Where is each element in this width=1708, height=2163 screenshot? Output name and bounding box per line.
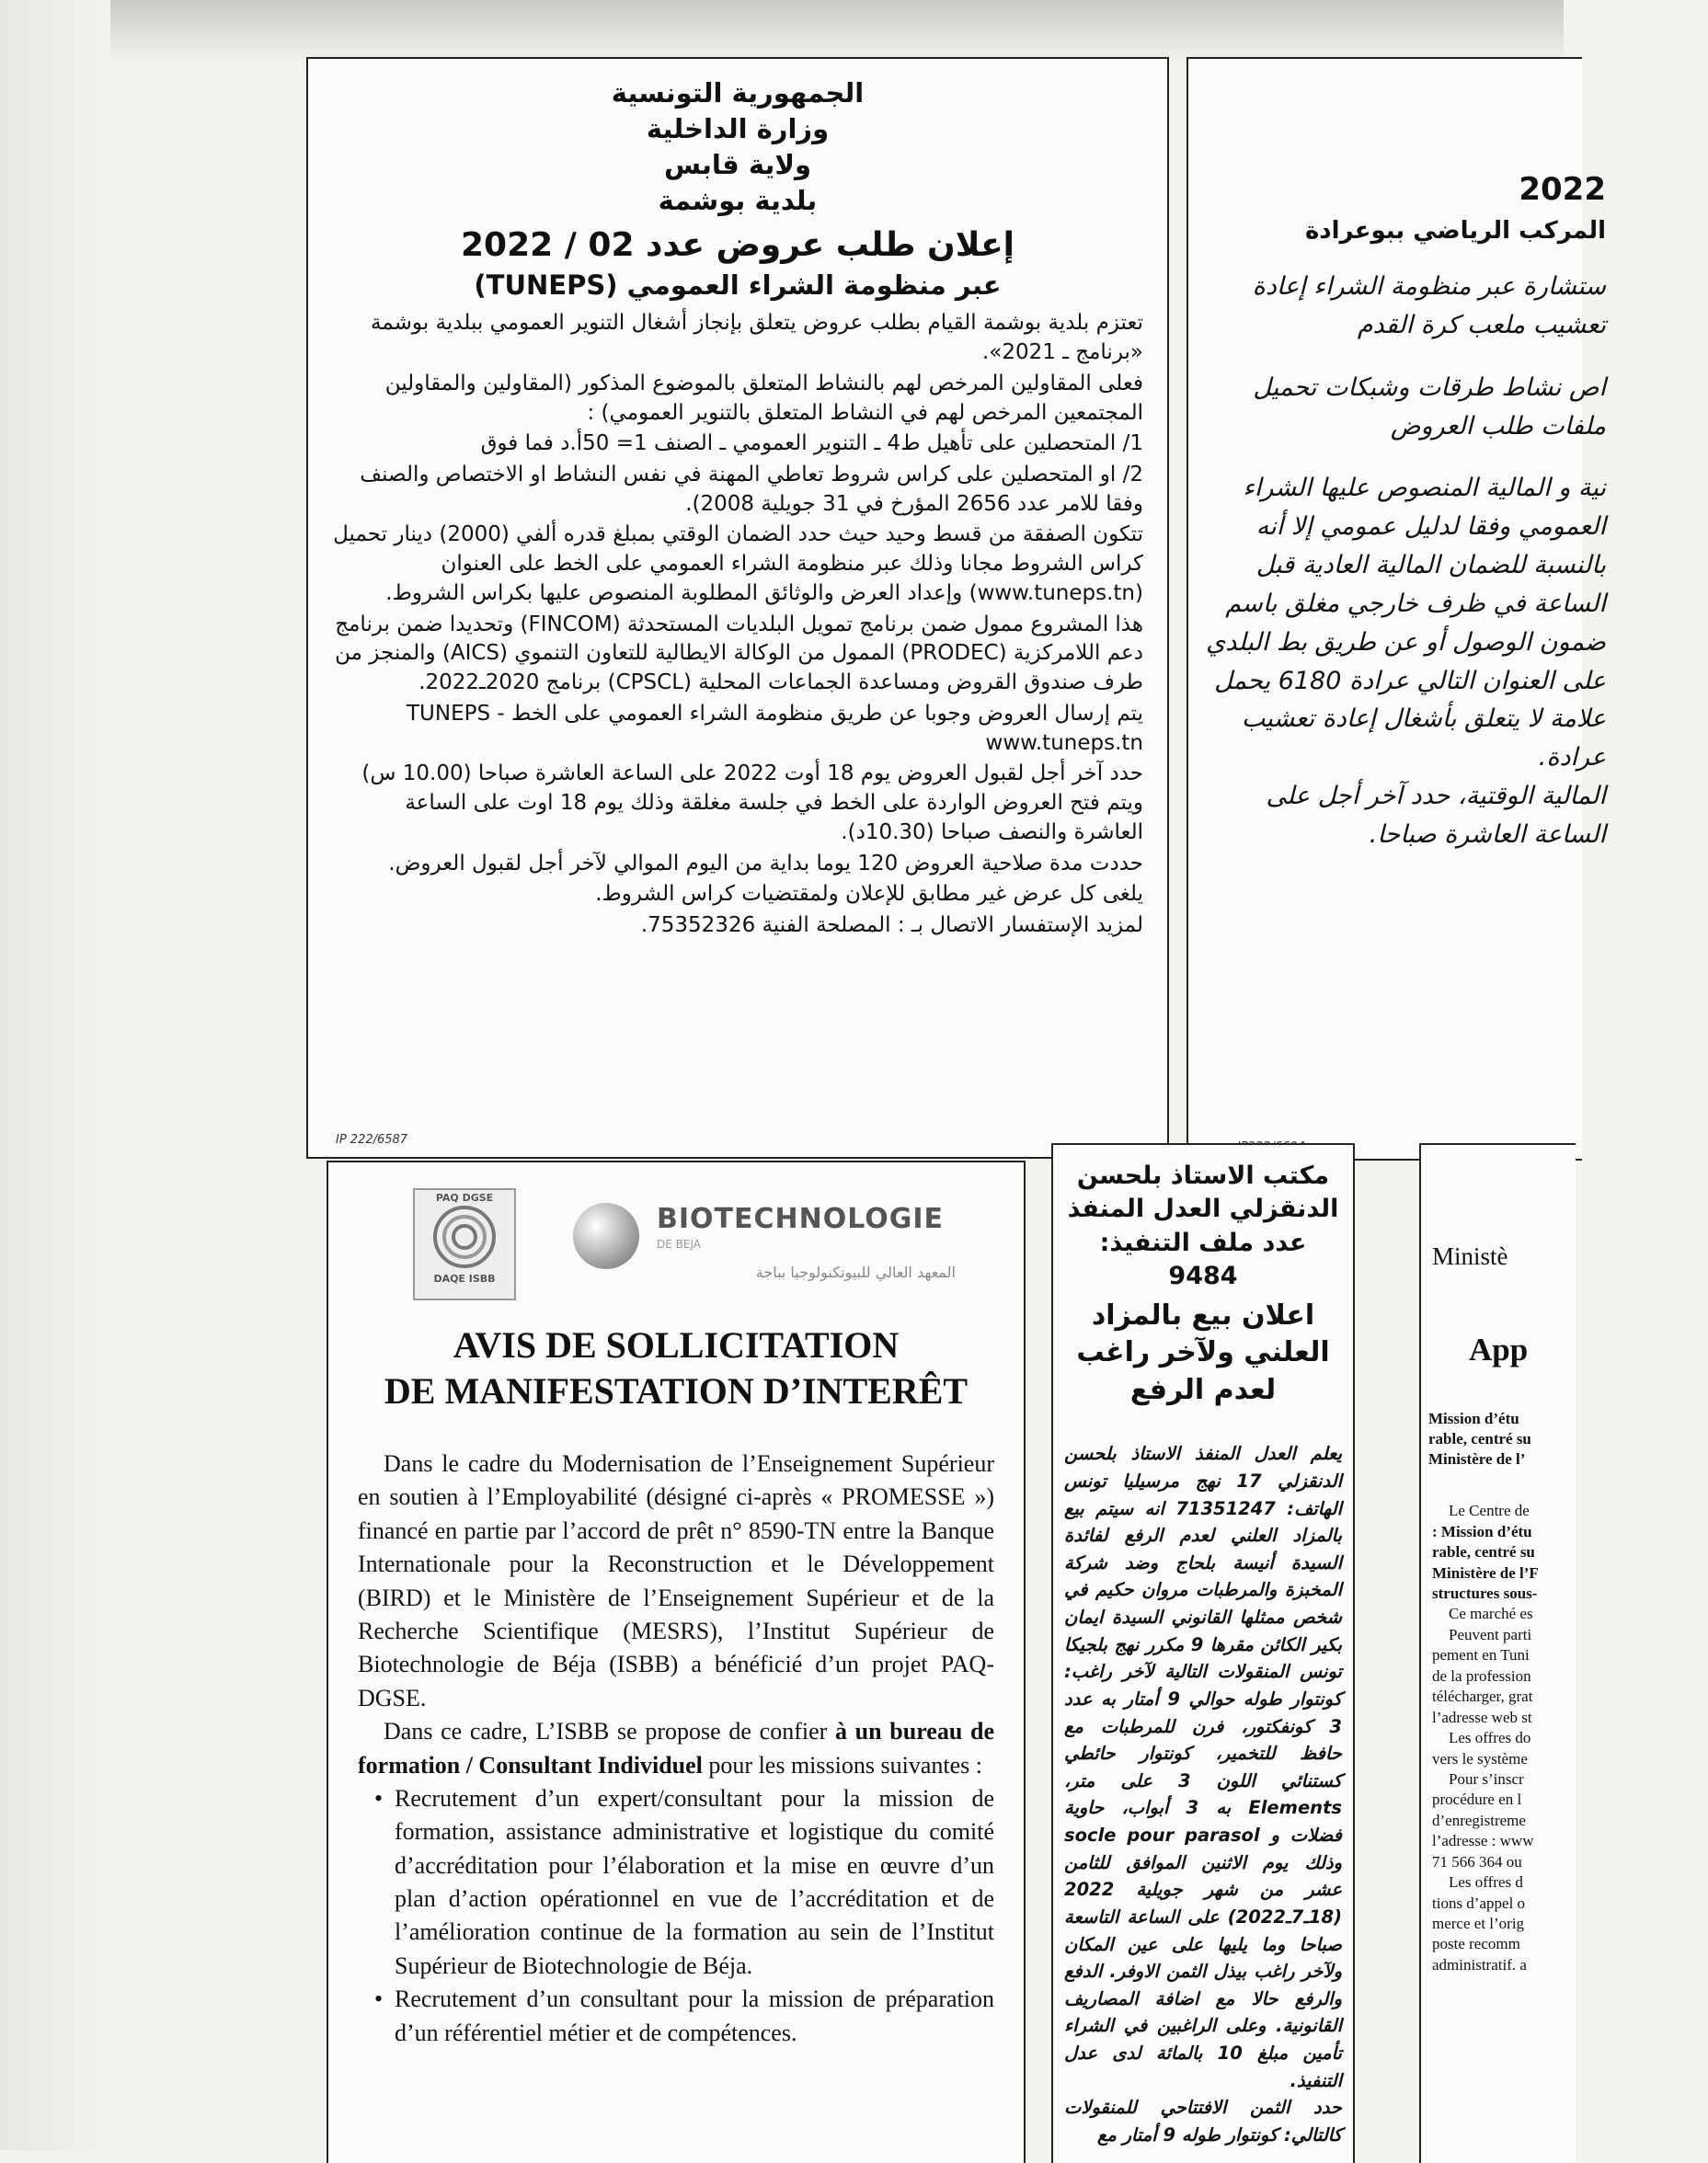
avis-logos bbox=[358, 1188, 994, 1317]
avis-title bbox=[358, 1322, 994, 1414]
french-partial-app: App bbox=[1469, 1332, 1529, 1368]
avis-body bbox=[358, 1448, 994, 2050]
right-partial-paragraph: المالية الوقتية، حدد آخر أجل على الساعة العاشرة صباحا. bbox=[1266, 782, 1606, 849]
isbb-globe-icon bbox=[569, 1199, 643, 1273]
tender-header bbox=[332, 75, 1143, 303]
french-partial-lines: Le Centre de : Mission d’étu rable, centré su Ministère de l’F structures sous- Ce marché es Peuvent parti pement en Tuni de la profession télécharger, grat l’adresse web st Les offres do vers le système Pour s’inscr procédure en l d’enregistreme l’adresse : www 71 566 364 ou Les offres d tions d’appel o merce et l’orig poste recomm administratif. a bbox=[1432, 1502, 1539, 1974]
tender-paragraph: يلغى كل عرض غير مطابق للإعلان ولمقتضيات كراس الشروط. bbox=[595, 882, 1143, 907]
tender-paragraph: حددت مدة صلاحية العروض 120 يوما بداية من اليوم الموالي لآخر أجل لقبول العروض. bbox=[388, 851, 1143, 876]
auction-title: اعلان بيع بالمزاد العلني ولآخر راغب لعدم الرفع bbox=[1076, 1299, 1330, 1406]
tender-body bbox=[332, 309, 1143, 940]
french-partial-ministry: Ministè bbox=[1432, 1242, 1508, 1270]
avis-notice bbox=[327, 1161, 1026, 2163]
tender-municipality: بلدية بوشمة bbox=[658, 185, 818, 217]
tender-paragraph: يتم إرسال العروض وجوبا عن طريق منظومة الشراء العمومي على الخط TUNEPS - www.tuneps.tn bbox=[406, 701, 1143, 755]
tender-country: الجمهورية التونسية bbox=[611, 77, 865, 109]
tender-paragraph: تتكون الصفقة من قسط وحيد حيث حدد الضمان الوقتي بمبلغ قدره ألفي (2000) دينار تحميل كراس الشروط مجانا وذلك عبر منظومة الشراء العمومي على الخط على العنوان (www.tuneps.tn) وإعداد العرض والوثائق المطلوبة المنصوص عليها بكراس الشروط. bbox=[333, 522, 1143, 605]
auction-notice bbox=[1051, 1143, 1355, 2163]
right-partial-paragraph: اص نشاط طرقات وشبكات تحميل ملفات طلب العروض bbox=[1253, 372, 1606, 441]
french-partial-notice bbox=[1419, 1143, 1576, 2163]
isbb-logo-text: BIOTECHNOLOGIE bbox=[657, 1203, 945, 1235]
isbb-logo-sub: DE BEJA bbox=[657, 1238, 701, 1251]
paq-dgse-emblem-icon bbox=[428, 1204, 501, 1270]
avis-mission-list bbox=[371, 1782, 994, 2050]
right-partial-notice bbox=[1186, 57, 1606, 1161]
right-partial-body bbox=[1201, 268, 1606, 854]
avis-title-line-2: DE MANIFESTATION D’INTERÊT bbox=[384, 1370, 969, 1412]
auction-paragraph: يعلم العدل المنفذ الاستاذ بلحسن الدنقزلي 17 نهج مرسيليا تونس الهاتف: 71351247 انه سيتم بيع بالمزاد العلني لعدم الرفع لفائدة السيدة أنيسة بلحاج وضد شركة المخبزة والمرطبات مروان حكيم في شخص ممثلها القانوني السيدة ايمان بكير الكائن مقرها 9 مكرر نهج بلجيكا تونس المنقولات التالية لآخر راغب: كونتوار طوله حوالي 9 أمتار به عدد 3 كونفكتور، فرن للمرطبات مع حافظ للتخمير، كونتوار حائطي كستنائي اللون 3 على متر، Elements به 3 أبواب، حاوية فضلات و socle pour parasol وذلك يوم الاثنين الموافق للثامن عشر من شهر جويلية 2022 (18ـ7ـ2022) على الساعة التاسعة صباحا وما يليها على عين المكان ولآخر راغب بيذل الثمن الاوفر. الدفع والرفع حالا مع اضافة المصاريف القانونية. وعلى الراغبين في الشراء تأمين مبلغ 10 بالمائة لدى عدل التنفيذ. bbox=[1064, 1443, 1343, 2091]
list-item: • Recrutement d’un consultant pour la mission de préparation d’un référentiel métier et de compétences. bbox=[371, 1983, 994, 2050]
auction-header bbox=[1064, 1160, 1342, 1409]
list-item: • Recrutement d’un expert/consultant pour la mission de formation, assistance administrative et logistique du comité d’accréditation pour l’élaboration et la mise en œuvre d’un plan d’action opérationnel en vue de l’accréditation et de l’amélioration continue de la formation au sein de l’Institut Supérieur de Biotechnologie de Béja. bbox=[371, 1782, 994, 1983]
isbb-logo-arabic: المعهد العالي للبيوتكنولوجيا بباجة bbox=[755, 1264, 956, 1281]
tender-paragraph: هذا المشروع ممول ضمن برنامج تمويل البلديات المستحدثة (FINCOM) وتحديدا ضمن برنامج دعم اللامركزية (PRODEC) الممول من الوكالة الايطالية للتعاون التنموي (AICS) والمنجز من طرف صندوق القروض ومساعدة الجماعات المحلية (CPSCL) برنامج 2020ـ2022. bbox=[335, 612, 1143, 695]
avis-title-line-1: AVIS DE SOLLICITATION bbox=[453, 1324, 900, 1366]
tender-ref: IP 222/6587 bbox=[336, 1133, 408, 1147]
avis-paragraph-2: Dans ce cadre, L’ISBB se propose de confier à un bureau de formation / Consultant Individuel pour les missions suivantes : bbox=[358, 1718, 994, 1779]
avis-paragraph-1: Dans le cadre du Modernisation de l’Enseignement Supérieur en soutien à l’Employabilité (désigné ci-après « PROMESSE ») financé en partie par l’accord de prêt n° 8590-TN entre la Banque Internationale pour la Reconstruction et le Développement (BIRD) et le Ministère de l’Enseignement Supérieur et de la Recherche Scientifique (MESRS), l’Institut Supérieur de Biotechnologie de Béja (ISBB) a bénéficié d’un projet PAQ-DGSE. bbox=[358, 1450, 994, 1711]
paq-dgse-logo: PAQ DGSE DAQE ISBB bbox=[413, 1188, 516, 1300]
auction-name: الدنقزلي العدل المنفذ bbox=[1067, 1195, 1339, 1224]
french-partial-bold-lines: Mission d’étu rable, centré su Ministère de l’ bbox=[1428, 1410, 1531, 1469]
right-partial-paragraph: نية و المالية المنصوص عليها الشراء العمومي وفقا لدليل عمومي إلا أنه بالنسبة للضمان المالية العادية قبل الساعة في ظرف خارجي مغلق باسم ضمون الوصول أو عن طريق بط البلدي على العنوان التالي عرادة 6180 يحمل علامة لا يتعلق بأشغال إعادة تعشيب عرادة. bbox=[1206, 474, 1606, 772]
tender-paragraph: حدد آخر أجل لقبول العروض يوم 18 أوت 2022 على الساعة العاشرة صباحا (10.00 س) ويتم فتح العروض الواردة على الخط في جلسة مغلقة وذلك يوم 18 اوت على الساعة العاشرة والنصف صباحا (10.30د). bbox=[361, 761, 1143, 844]
tender-ministry: وزارة الداخلية bbox=[646, 113, 830, 145]
auction-paragraph: حدد الثمن الافتتاحي للمنقولات كالتالي: كونتوار طوله 9 أمتار مع bbox=[1064, 2097, 1342, 2146]
auction-office: مكتب الاستاذ بلحسن bbox=[1076, 1162, 1330, 1190]
right-partial-year: 2022 bbox=[1519, 171, 1606, 208]
tender-governorate: ولاية قابس bbox=[664, 149, 811, 181]
right-partial-line: المركب الرياضي ببوعرادة bbox=[1304, 216, 1606, 245]
scan-shadow-left bbox=[0, 0, 110, 2150]
auction-body bbox=[1064, 1440, 1342, 2148]
scan-shadow-top bbox=[0, 0, 1564, 64]
isbb-logo bbox=[569, 1196, 1002, 1306]
tender-paragraph: فعلى المقاولين المرخص لهم بالنشاط المتعلق بالموضوع المذكور (المقاولين والمقاولين المجتمعين المرخص لهم في النشاط المتعلق بالتنوير العمومي) : bbox=[384, 371, 1143, 425]
tender-paragraph: لمزيد الإستفسار الاتصال بـ : المصلحة الفنية 75352326. bbox=[640, 912, 1143, 937]
tender-notice bbox=[306, 57, 1169, 1159]
tender-paragraph: تعتزم بلدية بوشمة القيام بطلب عروض يتعلق بإنجاز أشغال التنوير العمومي ببلدية بوشمة «برنامج ـ 2021». bbox=[371, 311, 1143, 365]
tender-title: إعلان طلب عروض عدد 02 / 2022 bbox=[460, 225, 1015, 264]
tender-paragraph: 1/ المتحصلين على تأهيل ط4 ـ التنوير العمومي ـ الصنف 1= 50أ.د فما فوق bbox=[480, 431, 1143, 456]
right-partial-paragraph: ستشارة عبر منظومة الشراء إعادة تعشيب ملعب كرة القدم bbox=[1252, 271, 1606, 339]
auction-file-no: عدد ملف التنفيذ: 9484 bbox=[1099, 1228, 1307, 1291]
tender-paragraph: 2/ او المتحصلين على كراس شروط تعاطي المهنة في نفس النشاط او الاختصاص والصنف وفقا للامر عدد 2656 المؤرخ في 31 جويلية 2008). bbox=[360, 462, 1143, 516]
tender-subtitle: عبر منظومة الشراء العمومي (TUNEPS) bbox=[474, 269, 1002, 302]
